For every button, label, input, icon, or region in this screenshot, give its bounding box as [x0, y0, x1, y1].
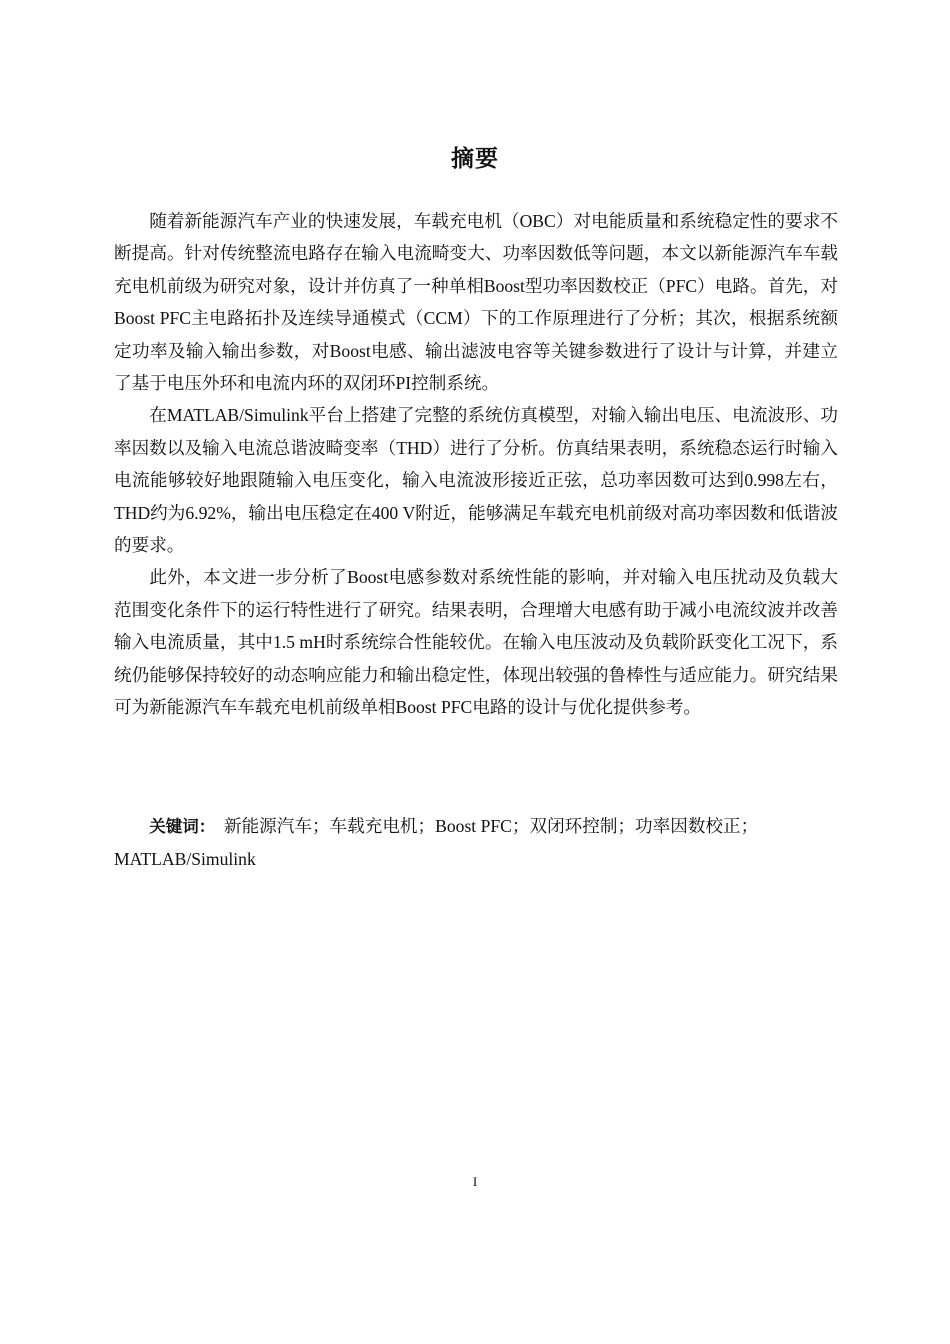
abstract-paragraph-3: 此外，本文进一步分析了Boost电感参数对系统性能的影响，并对输入电压扰动及负载大范围变化条件下的运行特性进行了研究。结果表明，合理增大电感有助于减小电流纹波并改善输入电流质量，其中1.5 mH时系统综合性能较优。在输入电压波动及负载阶跃变化工况下，系统仍能够保持较好的动态响应能力和输出稳定性，体现出较强的鲁棒性与适应能力。研究结果可为新能源汽车车载充电机前级单相Boost PFC电路的设计与优化提供参考。 [114, 567, 838, 718]
keywords-line [114, 810, 838, 876]
keywords-label: 关键词： [149, 817, 216, 836]
page-number: I [472, 1174, 478, 1189]
page-title: 摘要 [451, 146, 499, 172]
abstract-paragraph-1: 随着新能源汽车产业的快速发展，车载充电机（OBC）对电能质量和系统稳定性的要求不断提高。针对传统整流电路存在输入电流畸变大、功率因数低等问题，本文以新能源汽车车载充电机前级为研究对象，设计并仿真了一种单相Boost型功率因数校正（PFC）电路。首先，对Boost PFC主电路拓扑及连续导通模式（CCM）下的工作原理进行了分析；其次，根据系统额定功率及输入输出参数，对Boost电感、输出滤波电容等关键参数进行了设计与计算，并建立了基于电压外环和电流内环的双闭环PI控制系统。 [114, 211, 838, 394]
keywords-text: 新能源汽车；车载充电机；Boost PFC；双闭环控制；功率因数校正；MATLAB/Simulink [114, 816, 759, 870]
abstract-body [114, 205, 838, 724]
abstract-paragraph-2: 在MATLAB/Simulink平台上搭建了完整的系统仿真模型，对输入输出电压、电流波形、功率因数以及输入电流总谐波畸变率（THD）进行了分析。仿真结果表明，系统稳态运行时输入电流能够较好地跟随输入电压变化，输入电流波形接近正弦，总功率因数可达到0.998左右，THD约为6.92%，输出电压稳定在400 V附近，能够满足车载充电机前级对高功率因数和低谐波的要求。 [114, 405, 838, 556]
